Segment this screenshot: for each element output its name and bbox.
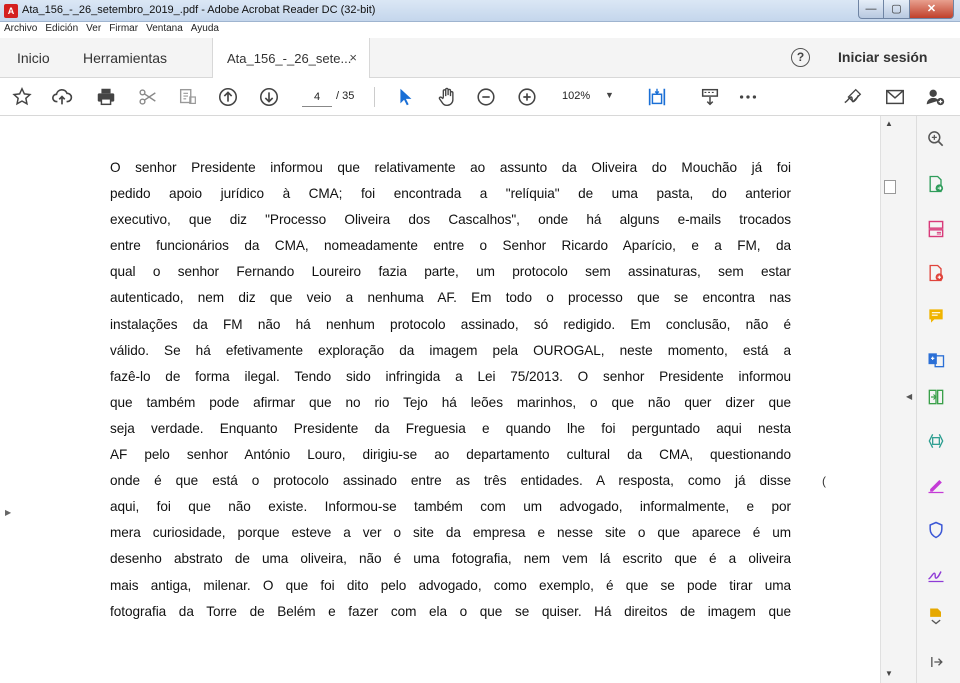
menu-firmar[interactable]: Firmar [109, 23, 139, 34]
scissors-icon[interactable] [136, 85, 160, 109]
document-tab-label: Ata_156_-_26_sete... [227, 51, 352, 66]
text-line: executivo, que diz "Processo Oliveira dos Cascalhos", onde há alguns e-mails trocados [110, 212, 791, 228]
fit-page-icon[interactable] [645, 85, 669, 109]
tab-document[interactable] [212, 38, 370, 78]
text-line: mais antiga, milenar. O que foi dito pelo advogado, como exemplo, é que se pode tirar uma [110, 577, 791, 593]
window-title-bar [0, 0, 960, 22]
scroll-down-icon[interactable]: ▼ [885, 669, 893, 678]
window-controls [858, 0, 954, 19]
sign-icon[interactable] [841, 85, 865, 109]
left-pane-toggle-icon[interactable]: ▶ [5, 508, 12, 517]
text-line: entre funcionários da CMA, nomeadamente entre o Senhor Ricardo Aparício, e a FM, da [110, 238, 791, 254]
expand-pane-icon[interactable] [925, 651, 947, 673]
main-toolbar [0, 78, 960, 116]
pane-divider [916, 116, 917, 683]
text-line: fotografia da Torre de Belém e fazer com ela o que se quiser. Há direitos de imagem que [110, 603, 791, 619]
text-line: O senhor Presidente informou que relativamente ao assunto da Oliveira do Mouchão já foi [110, 160, 791, 175]
document-page-text [110, 155, 791, 625]
page-total-label: / 35 [336, 90, 355, 102]
more-tools-icon[interactable] [925, 605, 947, 627]
export-pdf-icon[interactable] [925, 173, 947, 195]
toolbar-divider [374, 87, 375, 107]
text-line: instalações da FM não há nenhum protocolo assinado, só redigido. Em conclusão, não é [110, 316, 791, 332]
menu-archivo[interactable]: Archivo [4, 23, 38, 34]
edit-pdf-icon[interactable] [925, 430, 947, 452]
sign-in-link[interactable]: Iniciar sesión [838, 49, 928, 65]
menu-edicion[interactable]: Edición [45, 23, 79, 34]
combine-files-icon[interactable] [925, 349, 947, 371]
menu-ver[interactable]: Ver [86, 23, 102, 34]
acrobat-app-icon: A [4, 4, 18, 18]
text-line: fazê-lo de forma ilegal. Tendo sido infringida a Lei 75/2013. O senhor Presidente informou [110, 368, 791, 384]
zoom-search-icon[interactable] [925, 128, 947, 150]
copy-icon[interactable] [176, 85, 200, 109]
select-arrow-icon[interactable] [393, 85, 417, 109]
menu-ayuda[interactable]: Ayuda [190, 23, 219, 34]
text-line: aqui, foi que não existe. Informou-se também com um advogado, informalmente, e por [110, 499, 791, 515]
right-tools-pane [898, 116, 960, 683]
zoom-out-icon[interactable] [474, 85, 498, 109]
zoom-in-icon[interactable] [515, 85, 539, 109]
text-line: qual o senhor Fernando Loureiro fazia parte, um protocolo sem assinaturas, sem estar [110, 264, 791, 280]
more-icon[interactable] [736, 85, 760, 109]
protect-icon[interactable] [925, 519, 947, 541]
fill-sign-icon[interactable] [925, 474, 947, 496]
compress-pdf-icon[interactable] [925, 386, 947, 408]
collapse-pane-icon[interactable]: ◀ [906, 392, 913, 401]
close-tab-icon[interactable]: × [349, 50, 357, 65]
zoom-dropdown-icon[interactable]: ▼ [605, 90, 614, 100]
tab-tools[interactable]: Herramientas [83, 50, 168, 66]
page-down-icon[interactable] [257, 85, 281, 109]
upload-cloud-icon[interactable] [50, 85, 74, 109]
star-icon[interactable] [10, 85, 34, 109]
close-window-button[interactable]: ✕ [910, 0, 954, 19]
signature-icon[interactable] [925, 563, 947, 585]
hand-icon[interactable] [435, 85, 459, 109]
page-up-icon[interactable] [216, 85, 240, 109]
page-number-input[interactable]: 4 [302, 87, 332, 107]
scroll-mode-icon[interactable] [698, 85, 722, 109]
mouse-cursor-icon: ( [822, 474, 826, 488]
menu-ventana[interactable]: Ventana [146, 23, 183, 34]
menu-bar [0, 22, 960, 38]
zoom-level[interactable]: 102% [562, 90, 591, 102]
tab-row [0, 38, 960, 78]
tab-home[interactable]: Inicio [17, 50, 50, 66]
organize-pages-icon[interactable] [925, 218, 947, 240]
email-icon[interactable] [883, 85, 907, 109]
add-user-icon[interactable] [923, 85, 947, 109]
text-line: que também pode afirmar que no rio Tejo há leões marinhos, o que não quer dizer que [110, 394, 791, 410]
create-pdf-icon[interactable] [925, 262, 947, 284]
minimize-button[interactable]: — [858, 0, 884, 19]
scrollbar-thumb[interactable] [884, 180, 896, 194]
text-line: onde é que está o protocolo assinado entre as três entidades. A resposta, como já disse [110, 473, 791, 489]
text-line: desenho abstrato de uma oliveira, não é uma fotografia, nem vem lá escrito que é a oliveira [110, 551, 791, 567]
text-line: pedido apoio jurídico à CMA; foi encontrada a "relíquia" de uma pasta, do anterior [110, 186, 791, 202]
text-line: autenticado, nem diz que veio a nenhuma AF. Em todo o processo que se encontra nas [110, 290, 791, 306]
text-line: mera curiosidade, porque esteve a ver o site da empresa e nesse site o que aparece é um [110, 525, 791, 541]
vertical-scrollbar[interactable] [880, 116, 898, 683]
comment-icon[interactable] [925, 305, 947, 327]
scroll-up-icon[interactable]: ▲ [885, 119, 893, 128]
text-line: AF pelo senhor António Louro, dirigiu-se ao departamento cultural da CMA, questionando [110, 447, 791, 463]
text-line: válido. Se há efetivamente exploração da imagem pela OUROGAL, neste momento, está a [110, 342, 791, 358]
help-icon[interactable]: ? [791, 48, 810, 67]
window-title: Ata_156_-_26_setembro_2019_.pdf - Adobe Acrobat Reader DC (32-bit) [22, 4, 376, 16]
maximize-button[interactable]: ▢ [884, 0, 910, 19]
text-line: seja verdade. Enquanto Presidente da Freguesia e quando lhe foi perguntado aqui nesta [110, 420, 791, 436]
print-icon[interactable] [94, 85, 118, 109]
